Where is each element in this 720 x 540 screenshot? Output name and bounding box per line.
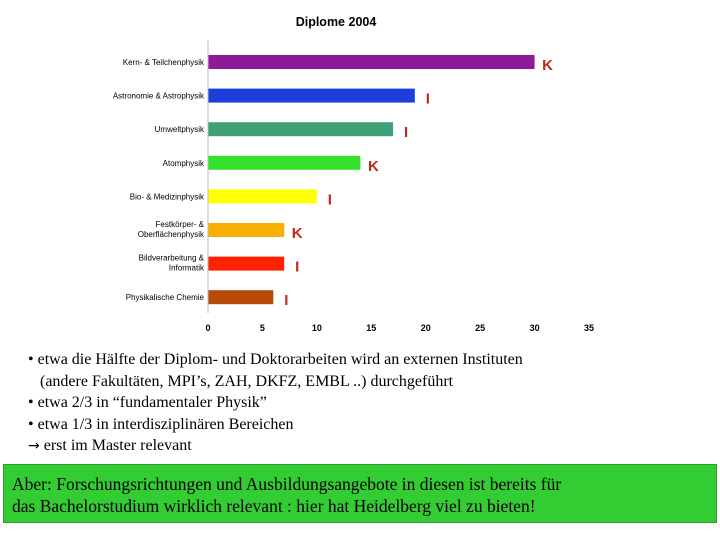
highlight-box — [3, 464, 717, 523]
x-tick-label: 5 — [259, 323, 265, 333]
arrow-right-icon: → — [28, 438, 40, 454]
bar — [208, 156, 360, 170]
x-tick-label: 0 — [205, 323, 211, 333]
x-tick-label: 15 — [366, 323, 377, 333]
bullet-list — [28, 349, 708, 458]
bar — [208, 55, 535, 69]
category-marker: I — [327, 191, 332, 209]
highlight-line-2: das Bachelorstudium wirklich relevant : hier hat Heidelberg viel zu bieten! — [12, 496, 536, 516]
bullet-item-master — [28, 435, 708, 458]
x-tick-label: 30 — [529, 323, 540, 333]
category-marker: K — [367, 157, 379, 175]
x-tick-label: 35 — [583, 323, 595, 333]
bar — [208, 290, 273, 304]
category-marker: I — [295, 258, 300, 276]
bar — [208, 89, 415, 103]
category-marker: K — [542, 57, 553, 74]
x-tick-label: 20 — [420, 323, 431, 333]
category-label: Astronomie & Astrophysik — [112, 91, 204, 101]
category-marker: I — [403, 124, 409, 142]
x-tick-label: 10 — [311, 323, 322, 333]
category-label: Physikalische Chemie — [125, 293, 204, 303]
category-marker: I — [284, 292, 289, 310]
category-label: Bio- & Medizinphysik — [129, 192, 204, 202]
category-label: Festkörper- & Oberflächenphysik — [137, 220, 204, 239]
chart-title: Diplome 2004 — [295, 15, 377, 29]
category-label: Bildverarbeitung & Informatik — [138, 253, 204, 273]
highlight-line-1: Aber: Forschungsrichtungen und Ausbildungsangebote in diesen ist bereits für — [12, 474, 562, 494]
bar — [208, 122, 393, 136]
bar — [208, 223, 284, 237]
x-tick-label: 25 — [475, 323, 486, 333]
bar — [208, 257, 284, 271]
category-marker: K — [291, 225, 303, 242]
category-marker: I — [425, 90, 430, 108]
bullet-item-interdisziplinaer: • etwa 1/3 in interdisziplinären Bereichen — [28, 415, 294, 433]
category-label: Kern- & Teilchenphysik — [122, 58, 204, 67]
bullet-item-fundamental: • etwa 2/3 in “fundamentaler Physik” — [28, 394, 267, 411]
bullet-item-externe-cont: (andere Fakultäten, MPI’s, ZAH, DKFZ, EMBL ..) durchgeführt — [40, 372, 454, 390]
bar — [208, 189, 317, 203]
bullet-item-externe: • etwa die Hälfte der Diplom- und Doktorarbeiten wird an externen Instituten — [28, 351, 523, 368]
category-label: Umweltphysik — [154, 125, 204, 135]
master-text: erst im Master relevant — [39, 437, 192, 454]
category-label: Atomphysik — [162, 158, 204, 168]
